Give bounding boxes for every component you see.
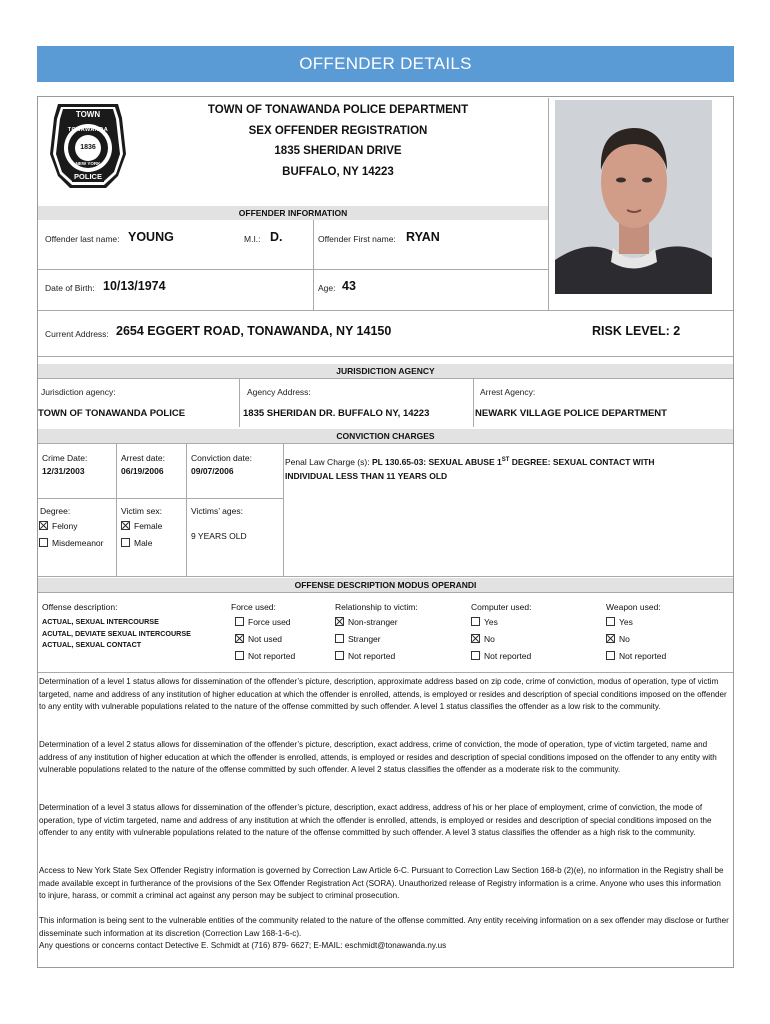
checkbox-empty-icon[interactable] [606,651,615,660]
agency-header [178,100,498,182]
divider [116,443,117,576]
checkbox-empty-icon[interactable] [471,651,480,660]
relationship-option-not-reported[interactable]: Not reported [335,648,398,665]
victim-sex-label: Victim sex: [121,506,162,516]
offense-description-label: Offense description: [42,602,118,612]
contact-paragraph: Any questions or concerns contact Detective E. Schmidt at (716) 879- 6627; E-MAIL: eschmidt@tonawanda.ny.us [39,941,447,950]
level-2-paragraph: Determination of a level 2 status allows for dissemination of the offender’s picture, description, exact address, crime of conviction, the mode of operation, type of victim targeted, name and address of any institution of higher education at which the offender is enrolled, attends, is employed or resides and description of special conditions imposed on the offender to any entity with vulnerable populations related to the nature of the offense committed by such offender. A level 2 status classifies the offender as a moderate risk to the community. [39,740,717,775]
address-label: Current Address: [45,329,109,339]
address-value: 2654 EGGERT ROAD, TONAWANDA, NY 14150 [116,324,392,338]
page-banner: OFFENDER DETAILS [37,46,734,82]
arrest-date-value: 06/19/2006 [121,466,164,476]
relationship-label: Relationship to victim: [335,602,418,612]
penal-charge-text-a: PL 130.65-03: SEXUAL ABUSE 1 [371,456,502,467]
checkbox-checked-icon[interactable] [606,634,615,643]
offender-portrait-icon [555,100,712,294]
computer-used-label: Computer used: [471,602,532,612]
divider [38,498,283,499]
divider [186,443,187,576]
level-1-paragraph: Determination of a level 1 status allows for dissemination of the offender’s picture, description, approximate address based on zip code, crime of conviction, modus of operation, type of victim targeted, name and address of any institution of higher education at which the offender is enrolled, attends, is employed or resides and description of special conditions imposed on the offender to any entity with vulnerable populations related to the nature of the offense committed by such offender. A level 1 status classifies the offender as a low risk to the community. [39,677,727,712]
checkbox-empty-icon[interactable] [235,651,244,660]
divider [38,672,733,673]
header-line2: SEX OFFENDER REGISTRATION [248,124,428,137]
computer-option-no[interactable]: No [471,631,531,648]
arrest-agency-label: Arrest Agency: [480,387,536,397]
penal-charge-line2: INDIVIDUAL LESS THAN 11 YEARS OLD [285,470,448,481]
badge-bottom-text: POLICE [74,172,102,181]
offense-section-title: OFFENSE DESCRIPTION MODUS OPERANDI [38,578,733,592]
offense-description-list [42,616,191,651]
computer-used-options [471,614,531,665]
dob-value: 10/13/1974 [103,279,166,293]
force-option-not-reported[interactable]: Not reported [235,648,295,665]
computer-option-not-reported[interactable]: Not reported [471,648,531,665]
dob-label: Date of Birth: [45,283,95,293]
divider [38,356,733,357]
victim-sex-option-female[interactable]: Female [121,518,162,535]
jurisdiction-section-title: JURISDICTION AGENCY [38,364,733,378]
degree-options [39,518,104,552]
checkbox-empty-icon[interactable] [335,634,344,643]
checkbox-empty-icon[interactable] [471,617,480,626]
checkbox-checked-icon[interactable] [39,521,48,530]
arrest-date-label: Arrest date: [121,453,165,463]
divider [38,443,733,444]
jurisdiction-agency-label: Jurisdiction agency: [41,387,116,397]
last-name-value: YOUNG [128,230,174,244]
divider [38,310,733,311]
weapon-option-not-reported[interactable]: Not reported [606,648,666,665]
offense-description-item: ACTUAL, SEXUAL INTERCOURSE [42,617,159,626]
relationship-option-non-stranger[interactable]: Non-stranger [335,614,398,631]
age-value: 43 [342,279,356,293]
first-name-label: Offender First name: [318,234,396,244]
conviction-section-title: CONVICTION CHARGES [38,429,733,443]
checkbox-empty-icon[interactable] [335,651,344,660]
header-line4: BUFFALO, NY 14223 [282,165,394,178]
checkbox-empty-icon[interactable] [39,538,48,547]
mi-label: M.I.: [244,234,261,244]
weapon-used-label: Weapon used: [606,602,661,612]
divider [38,269,548,270]
badge-year-text: 1836 [80,144,96,151]
divider [38,378,733,379]
weapon-option-yes[interactable]: Yes [606,614,666,631]
agency-address-label: Agency Address: [247,387,311,397]
checkbox-empty-icon[interactable] [606,617,615,626]
degree-option-felony[interactable]: Felony [39,518,104,535]
badge-state-text: NEW YORK [75,161,101,166]
jurisdiction-agency-value: TOWN OF TONAWANDA POLICE [38,408,186,419]
weapon-option-no[interactable]: No [606,631,666,648]
crime-date-label: Crime Date: [42,453,88,463]
relationship-option-stranger[interactable]: Stranger [335,631,398,648]
offender-info-section-title: OFFENDER INFORMATION [38,206,548,220]
header-line1: TOWN OF TONAWANDA POLICE DEPARTMENT [207,104,469,116]
divider [473,378,474,427]
penal-charge-text-b: DEGREE: SEXUAL CONTACT WITH [509,456,655,467]
police-badge-logo [46,100,130,192]
conviction-date-label: Conviction date: [191,453,252,463]
divider [239,378,240,427]
penal-charge-sup: ST [501,457,510,463]
victim-sex-option-male[interactable]: Male [121,535,162,552]
divider [313,220,314,310]
last-name-label: Offender last name: [45,234,120,244]
divider [283,443,284,576]
checkbox-empty-icon[interactable] [121,538,130,547]
mi-value: D. [270,230,283,244]
degree-label: Degree: [40,506,71,516]
arrest-agency-value: NEWARK VILLAGE POLICE DEPARTMENT [475,408,667,419]
first-name-value: RYAN [406,230,440,244]
checkbox-checked-icon[interactable] [335,617,344,626]
relationship-options [335,614,398,665]
age-label: Age: [318,283,336,293]
offender-photo [555,100,712,294]
offense-description-item: ACUTAL, DEVIATE SEXUAL INTERCOURSE [42,628,191,638]
divider [548,98,549,310]
force-used-label: Force used: [231,602,276,612]
degree-option-misdemeanor[interactable]: Misdemeanor [39,535,104,552]
force-used-options [235,614,295,665]
dissemination-paragraph: This information is being sent to the vulnerable entities of the community related to the nature of the offense committed. Any entity receiving information on a sex offender may disclose or further disseminate such information at its discretion (Correction Law 168-1-6-c). [39,916,729,938]
penal-charge-block [285,453,725,483]
victim-ages-label: Victims’ ages: [191,506,243,516]
conviction-date-value: 09/07/2006 [191,466,234,476]
agency-address-value: 1835 SHERIDAN DR. BUFFALO NY, 14223 [243,408,430,419]
divider [38,576,733,577]
crime-date-value: 12/31/2003 [42,466,85,476]
badge-top-text: TOWN [75,110,101,119]
victim-ages-value: 9 YEARS OLD [191,531,247,541]
checkbox-checked-icon[interactable] [471,634,480,643]
registry-access-paragraph: Access to New York State Sex Offender Registry information is governed by Correction Law Article 6-C. Pursuant to Correction Law Section 168-b (2)(e), no information in the Registry shall be made available except in furtherance of the provisions of the Sex Offender Registration Act (SORA). Unauthorized release of Registry information is a crime. Anyone who uses this information to injure, harass, or commit a criminal act against any person may be subject to criminal prosecution. [39,866,724,901]
weapon-used-options [606,614,666,665]
victim-sex-options [121,518,162,552]
header-line3: 1835 SHERIDAN DRIVE [274,145,402,157]
penal-label: Penal Law Charge (s): [285,456,370,467]
checkbox-checked-icon[interactable] [121,521,130,530]
force-option-force-used[interactable]: Force used [235,614,295,631]
force-option-not-used[interactable]: Not used [235,631,295,648]
computer-option-yes[interactable]: Yes [471,614,531,631]
offense-description-item: ACTUAL, SEXUAL CONTACT [42,640,142,649]
level-3-paragraph: Determination of a level 3 status allows for dissemination of the offender’s picture, description, exact address, address of his or her place of employment, crime of conviction, the mode of operation, type of victim targeted, name and address of any institution at which the offender is enrolled, attends, is employed or resides and description of special conditions imposed on the offender to any entity with vulnerable populations related to the nature of the offense committed by such offender. A level 3 status classifies the offender as a high risk to the community. [39,803,712,838]
checkbox-checked-icon[interactable] [235,634,244,643]
divider [38,592,733,593]
checkbox-empty-icon[interactable] [235,617,244,626]
risk-level: RISK LEVEL: 2 [592,324,681,338]
badge-middle-text: TONAWANDA [67,127,109,133]
